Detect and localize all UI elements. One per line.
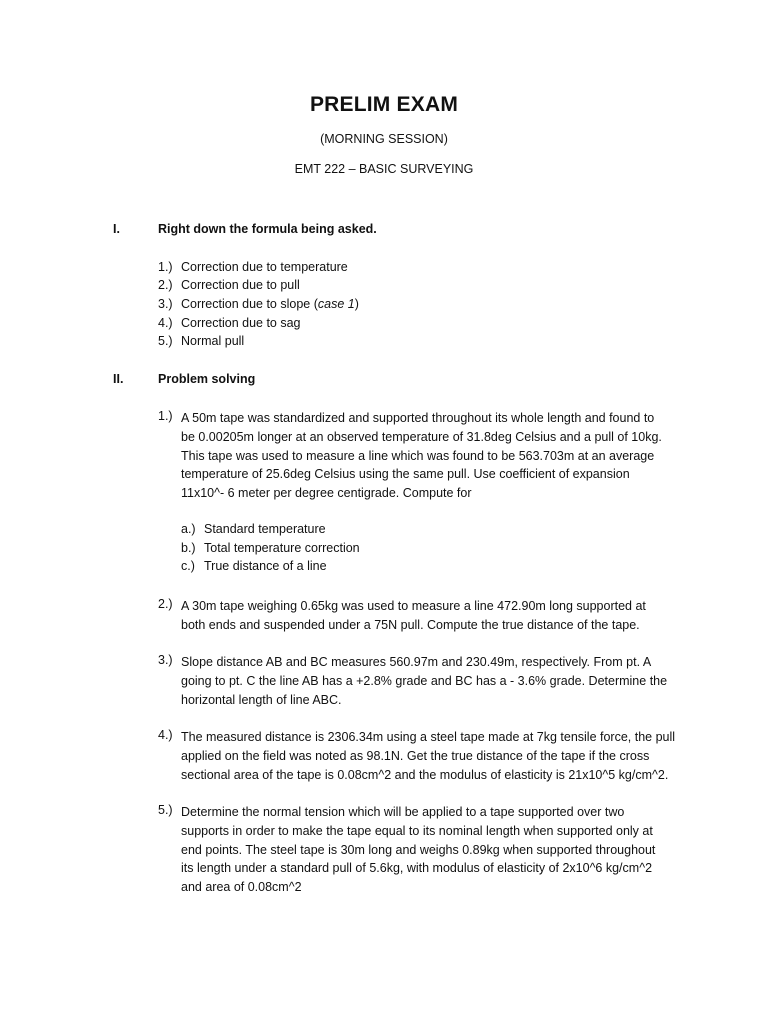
subitem-text: True distance of a line: [204, 559, 327, 573]
list-item-text: Correction due to slope (: [181, 297, 318, 311]
list-item: [181, 297, 359, 311]
problem-5-text: [181, 803, 701, 897]
list-item-number: 5.): [158, 334, 173, 348]
problem-number: 1.): [158, 409, 173, 423]
section-2-numeral: II.: [113, 372, 124, 386]
problem-text-line: supports in order to make the tape equal to its nominal length when supported only at: [181, 823, 653, 838]
problem-text-line: going to pt. C the line AB has a +2.8% grade and BC has a - 3.6% grade. Determine the: [181, 673, 668, 688]
problem-text-line: A 50m tape was standardized and supported throughout its whole length and found to: [181, 411, 655, 425]
problem-text-line: A 30m tape weighing 0.65kg was used to measure a line 472.90m long supported at: [181, 599, 646, 613]
problem-text-line: This tape was used to measure a line which was found to be 563.703m at an average: [181, 448, 655, 463]
problem-text-line: end points. The steel tape is 30m long and weighs 0.89kg when supported throughout: [181, 842, 656, 857]
problem-text-line: Slope distance AB and BC measures 560.97m and 230.49m, respectively. From pt. A: [181, 655, 652, 669]
problem-text-line: applied on the field was noted as 98.1N. Get the true distance of the tape if the cross: [181, 748, 650, 763]
problem-text-line: its length under a standard pull of 5.6kg, with modulus of elasticity of 2x10^6 kg/cm^2: [181, 861, 653, 876]
subitem-letter: b.): [181, 541, 196, 555]
exam-title: PRELIM EXAM: [309, 93, 459, 116]
problem-text-line: both ends and suspended under a 75N pull. Compute the true distance of the tape.: [181, 617, 640, 632]
list-item-italic-text: case 1: [317, 297, 355, 311]
problem-text-line: The measured distance is 2306.34m using a steel tape made at 7kg tensile force, the pull: [181, 730, 676, 744]
problem-text-line: and area of 0.08cm^2: [181, 880, 302, 895]
list-item-number: 4.): [158, 316, 173, 330]
list-item-text: ): [354, 297, 359, 311]
problem-1-text: [181, 409, 701, 503]
list-item: Correction due to temperature: [181, 260, 348, 274]
problem-number: 4.): [158, 728, 173, 742]
problem-number: 3.): [158, 653, 173, 667]
section-2-heading: Problem solving: [158, 372, 256, 386]
problem-text-line: horizontal length of line ABC.: [181, 692, 342, 707]
session-label: (MORNING SESSION): [320, 132, 448, 146]
section-1-numeral: I.: [113, 222, 120, 236]
problem-text-line: sectional area of the tape is 0.08cm^2 and the modulus of elasticity is 21x10^5 kg/cm^2.: [181, 767, 669, 782]
subitem-letter: a.): [181, 522, 196, 536]
subitem-text: Total temperature correction: [204, 541, 360, 555]
list-item: Correction due to pull: [181, 278, 300, 292]
list-item: Normal pull: [181, 334, 245, 348]
problem-text-line: 11x10^- 6 meter per degree centigrade. Compute for: [181, 486, 472, 501]
problem-number: 5.): [158, 803, 173, 817]
problem-3-text: [181, 653, 701, 709]
list-item-number: 2.): [158, 278, 173, 292]
list-item: Correction due to sag: [181, 316, 301, 330]
subitem-text: Standard temperature: [204, 522, 326, 536]
problem-2-text: [181, 597, 701, 635]
problem-text-line: Determine the normal tension which will be applied to a tape supported over two: [181, 805, 625, 819]
problem-text-line: temperature of 25.6deg Celsius using the same pull. Use coefficient of expansion: [181, 467, 630, 482]
subitem-letter: c.): [181, 559, 195, 573]
problem-number: 2.): [158, 597, 173, 611]
list-item-number: 1.): [158, 260, 173, 274]
course-title: EMT 222 – BASIC SURVEYING: [294, 162, 474, 176]
problem-text-line: be 0.00205m longer at an observed temperature of 31.8deg Celsius and a pull of 10kg.: [181, 429, 662, 444]
problem-4-text: [181, 728, 701, 784]
section-1-heading: Right down the formula being asked.: [158, 222, 377, 236]
list-item-number: 3.): [158, 297, 173, 311]
